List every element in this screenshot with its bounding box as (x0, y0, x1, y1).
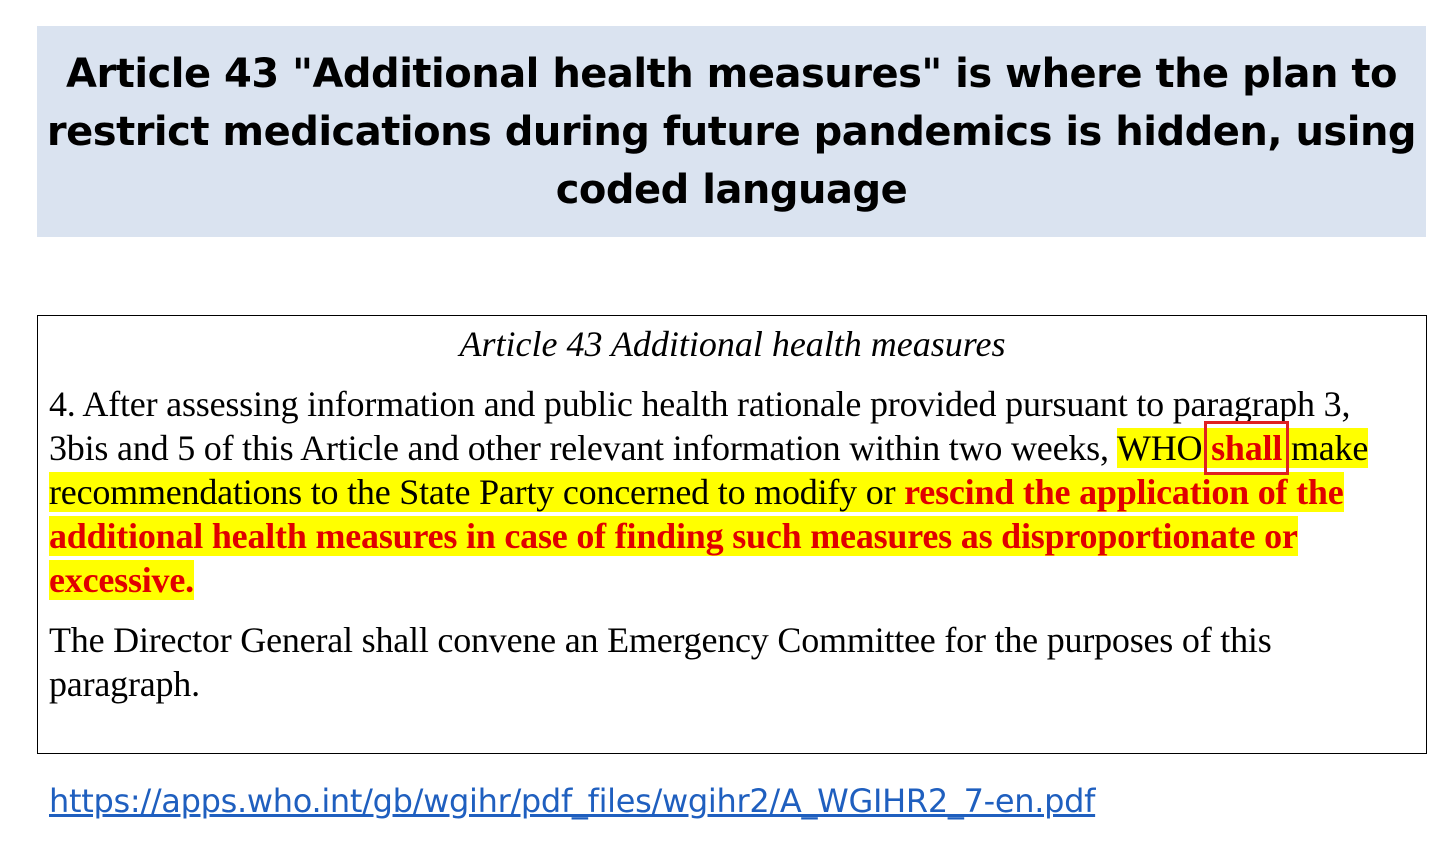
excerpt-box (37, 315, 1427, 754)
excerpt-paragraph-4 (49, 382, 1416, 602)
excerpt-heading: Article 43 Additional health measures (459, 324, 1006, 364)
source-link[interactable]: https://apps.who.int/gb/wgihr/pdf_files/wgihr2/A_WGIHR2_7-en.pdf (49, 782, 1096, 820)
boxed-shall: shall (1211, 428, 1283, 468)
highlighted-who: WHO (1116, 428, 1212, 468)
banner-title: Article 43 "Additional health measures" is where the plan to restrict medications during future pandemics is hidden, using coded language (46, 51, 1417, 213)
highlighted-middle: make recommendations to the State Party concerned to modify or (49, 428, 1369, 512)
highlighted-emphasis: rescind the application of the additional health measures in case of finding such measures as disproportionate or excessive. (49, 472, 1344, 600)
title-banner (37, 26, 1426, 237)
paragraph-intro: 4. After assessing information and public health rationale provided pursuant to paragraph 3, 3bis and 5 of this Article and other relevant information within two weeks, (49, 384, 1351, 468)
excerpt-paragraph-director: The Director General shall convene an Emergency Committee for the purposes of this paragraph. (49, 620, 1272, 704)
